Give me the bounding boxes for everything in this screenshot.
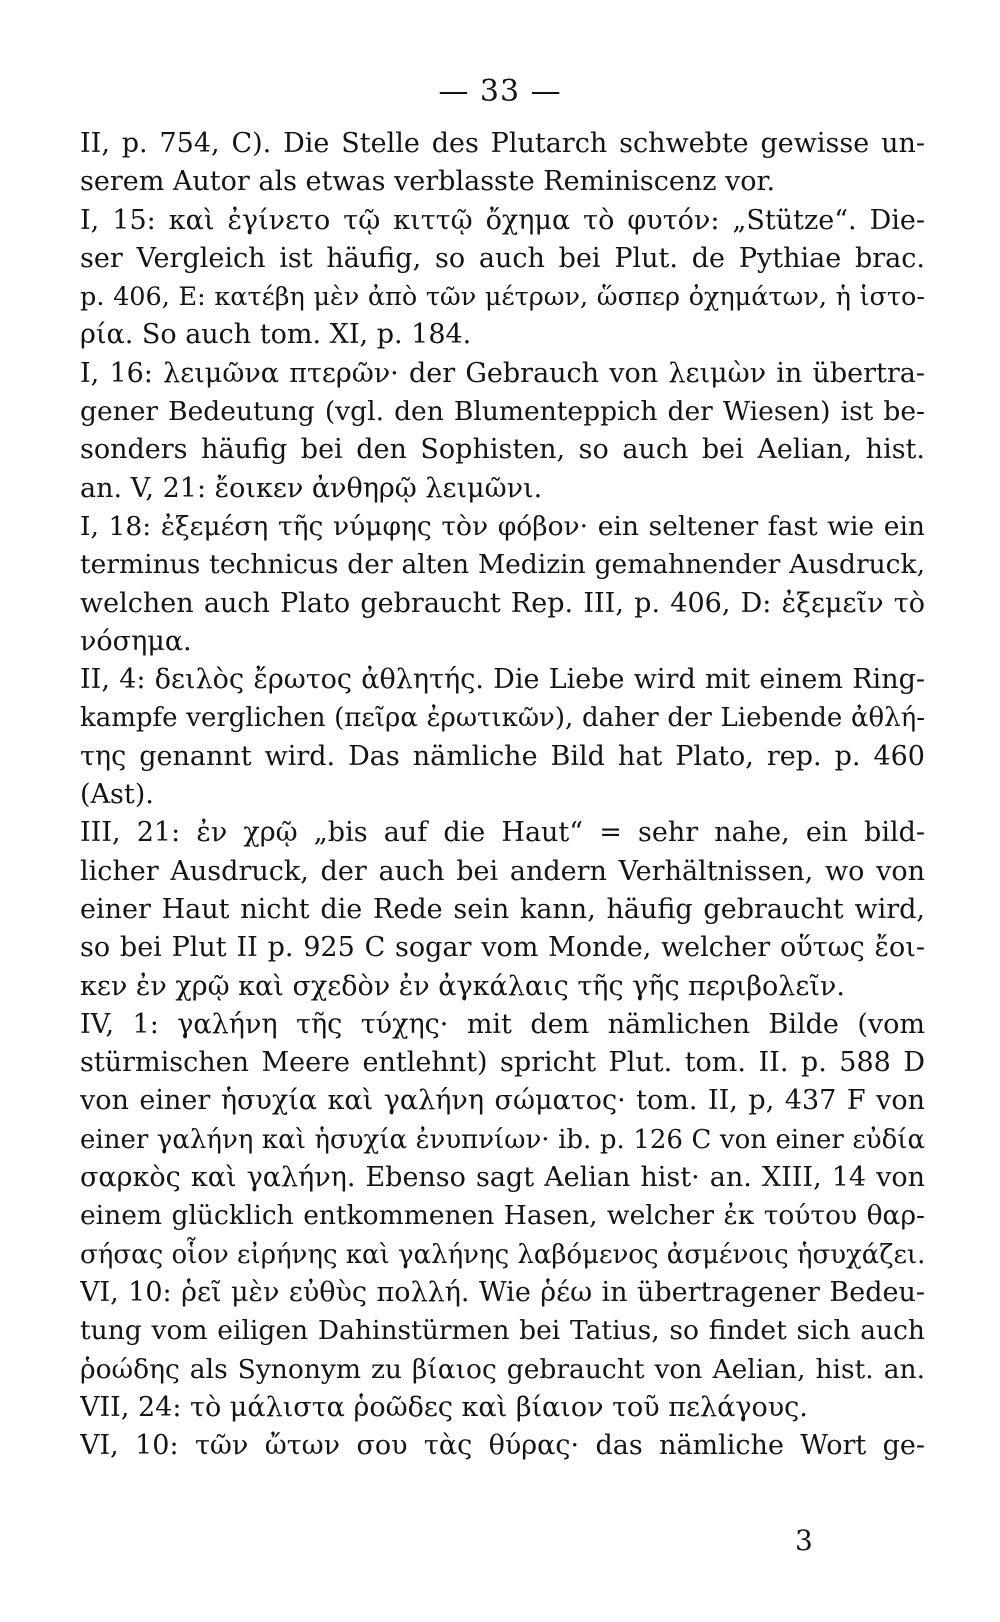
text-line: licher Ausdruck, der auch bei andern Verhältnissen, wo von (80, 855, 925, 887)
text-line: I, 15: καὶ ἐγίνετο τῷ κιττῷ ὄχημα τὸ φυτόν: „Stütze“. Die- (80, 204, 925, 236)
text-line: (Ast). (80, 779, 154, 811)
text-line: κεν ἐν χρῷ καὶ σχεδὸν ἐν ἀγκάλαις τῆς γῆς περιβολεῖν. (80, 970, 845, 1002)
text-line: kampfe verglichen (πεῖρα ἐρωτικῶν), daher der Liebende ἀθλή- (80, 703, 925, 734)
text-line: serem Autor als etwas verblasste Reminiscenz vor. (80, 166, 776, 198)
text-line: p. 406, E: κατέβη μὲν ἀπὸ τῶν μέτρων, ὥσπερ ὀχημάτων, ἡ ἱστο- (80, 282, 925, 313)
text-line: σήσας οἷον εἰρήνης καὶ γαλήνης λαβόμενος ἀσμένοις ἡσυχάζει. (80, 1239, 925, 1270)
text-line: einem glücklich entkommenen Hasen, welcher ἐκ τούτου θαρ- (80, 1200, 925, 1232)
text-line: welchen auch Plato gebraucht Rep. III, p. 406, D: ἐξεμεῖν τὸ (80, 587, 925, 619)
text-line: VI, 10: ῥεῖ μὲν εὐθὺς πολλή. Wie ῥέω in übertragener Bedeu- (80, 1276, 925, 1308)
text-line: ρία. So auch tom. XI, p. 184. (80, 319, 472, 351)
text-line: της genannt wird. Das nämliche Bild hat Plato, rep. p. 460 (80, 740, 925, 772)
text-line: σαρκὸς καὶ γαλήνη. Ebenso sagt Aelian hist· an. XIII, 14 von (80, 1162, 925, 1194)
text-line: ῥοώδης als Synonym zu βίαιος gebraucht von Aelian, hist. an. (80, 1353, 925, 1385)
text-line: einer γαλήνη καὶ ἡσυχία ἐνυπνίων· ib. p. 126 C von einer εὐδία (80, 1124, 925, 1155)
text-line: VI, 10: τῶν ὤτων σου τὰς θύρας· das nämliche Wort ge- (80, 1430, 925, 1462)
text-line: III, 21: ἐν χρῷ „bis auf die Haut“ = sehr nahe, ein bild- (80, 817, 925, 849)
text-line: so bei Plut II p. 925 C sogar vom Monde, welcher οὕτως ἔοι- (80, 932, 925, 964)
signature-mark: 3 (795, 1524, 813, 1557)
text-line: an. V, 21: ἔοικεν ἀνθηρῷ λειμῶνι. (80, 472, 543, 504)
text-line: einer Haut nicht die Rede sein kann, häufig gebraucht wird, (80, 893, 925, 925)
text-line: I, 16: λειμῶνα πτερῶν· der Gebrauch von λειμὼν in übertra- (80, 357, 925, 389)
text-line: stürmischen Meere entlehnt) spricht Plut. tom. II. p. 588 D (80, 1047, 925, 1079)
text-line: sonders häufig bei den Sophisten, so auch bei Aelian, hist. (80, 434, 925, 466)
text-line: II, 4: δειλὸς ἔρωτος ἀθλητής. Die Liebe wird mit einem Ring- (80, 664, 925, 696)
body-text (80, 125, 925, 1465)
text-line: IV, 1: γαλήνη τῆς τύχης· mit dem nämlichen Bilde (vom (80, 1008, 925, 1040)
text-line: ser Vergleich ist häufig, so auch bei Plut. de Pythiae brac. (80, 242, 925, 274)
text-line: II, p. 754, C). Die Stelle des Plutarch schwebte gewisse un- (80, 128, 925, 159)
text-line: gener Bedeutung (vgl. den Blumenteppich der Wiesen) ist be- (80, 396, 925, 428)
text-line: von einer ἡσυχία καὶ γαλήνη σώματος· tom. II, p, 437 F von (80, 1085, 925, 1117)
text-line: νόσημα. (80, 625, 192, 657)
text-line: VII, 24: τὸ μάλιστα ῥοῶδες καὶ βίαιον τοῦ πελάγους. (80, 1391, 808, 1423)
text-line: terminus technicus der alten Medizin gemahnender Ausdruck, (80, 549, 925, 581)
text-line: tung vom eiligen Dahinstürmen bei Tatius, so findet sich auch (80, 1315, 925, 1347)
page-number: — 33 — (438, 74, 562, 109)
text-line: I, 18: ἐξεμέση τῆς νύμφης τὸν φόβον· ein seltener fast wie ein (80, 510, 925, 542)
